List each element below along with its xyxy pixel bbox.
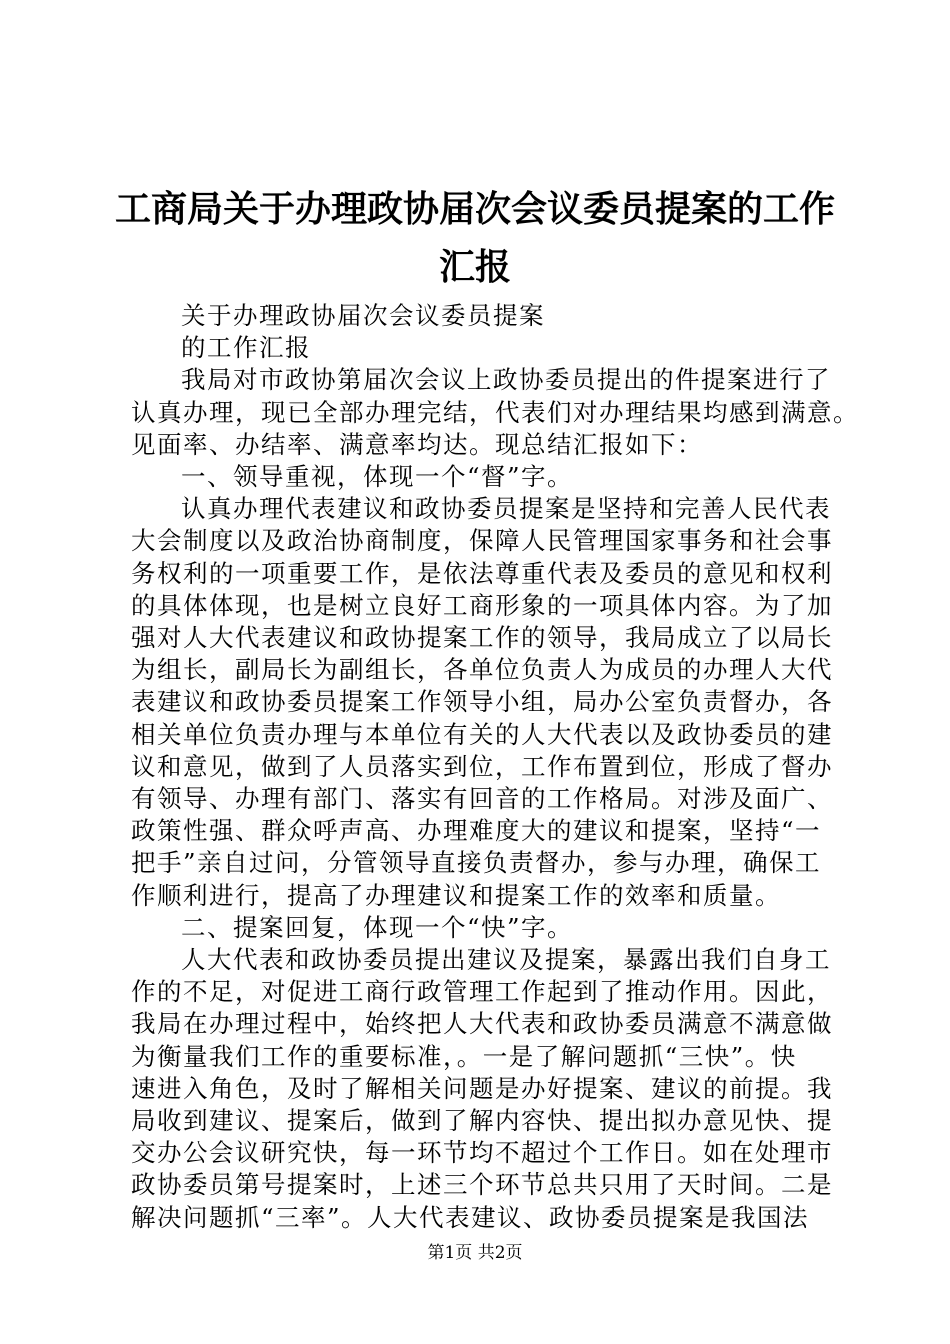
body-line: 的具体体现，也是树立良好工商形象的一项具体内容。为了加: [131, 590, 833, 620]
body-line: 强对人大代表建议和政协提案工作的领导，我局成立了以局长: [131, 623, 833, 653]
body-line: 为组长，副局长为副组长，各单位负责人为成员的办理人大代: [131, 655, 833, 685]
body-line: 认真办理代表建议和政协委员提案是坚持和完善人民代表: [181, 494, 831, 524]
body-line: 为衡量我们工作的重要标准，。一是了解问题抓“三快”。快: [131, 1041, 797, 1071]
body-line: 作顺利进行，提高了办理建议和提案工作的效率和质量。: [131, 880, 781, 910]
body-line: 有领导、办理有部门、落实有回音的工作格局。对涉及面广、: [131, 784, 833, 814]
body-line: 务权利的一项重要工作，是依法尊重代表及委员的意见和权利: [131, 558, 833, 588]
body-line: 局收到建议、提案后，做到了解内容快、提出拟办意见快、提: [131, 1106, 833, 1136]
body-line: 认真办理，现已全部办理完结，代表们对办理结果均感到满意。: [131, 397, 859, 427]
body-line: 作的不足，对促进工商行政管理工作起到了推动作用。因此，: [131, 977, 833, 1007]
page-footer: 第1页 共2页: [427, 1243, 523, 1263]
document-title-line-2: 汇报: [438, 247, 511, 288]
body-line: 人大代表和政协委员提出建议及提案，暴露出我们自身工: [181, 945, 831, 975]
document-body: [131, 300, 859, 1234]
document-title-line-1: 工商局关于办理政协届次会议委员提案的工作: [114, 189, 835, 230]
body-line: 速进入角色，及时了解相关问题是办好提案、建议的前提。我: [131, 1073, 833, 1103]
body-line: 交办公会议研究快，每一环节均不超过个工作日。如在处理市: [131, 1138, 833, 1168]
body-line: 见面率、办结率、满意率均达。现总结汇报如下：: [131, 429, 703, 459]
section-heading: 一、领导重视，体现一个“督”字。: [181, 462, 574, 492]
body-line: 的工作汇报: [181, 333, 311, 363]
body-line: 大会制度以及政治协商制度，保障人民管理国家事务和社会事: [131, 526, 833, 556]
body-line: 表建议和政协委员提案工作领导小组，局办公室负责督办，各: [131, 687, 833, 717]
body-line: 议和意见，做到了人员落实到位，工作布置到位，形成了督办: [131, 751, 833, 781]
body-line: 把手”亲自过问，分管领导直接负责督办，参与办理，确保工: [131, 848, 822, 878]
body-line: 我局在办理过程中，始终把人大代表和政协委员满意不满意做: [131, 1009, 833, 1039]
body-line: 关于办理政协届次会议委员提案: [181, 301, 545, 330]
body-line: 解决问题抓“三率”。人大代表建议、政协委员提案是我国法: [131, 1202, 810, 1232]
section-heading: 二、提案回复，体现一个“快”字。: [181, 912, 574, 942]
body-line: 相关单位负责办理与本单位有关的人大代表以及政协委员的建: [131, 719, 833, 749]
body-line: 政策性强、群众呼声高、办理难度大的建议和提案，坚持“一: [131, 816, 822, 846]
body-line: 政协委员第号提案时，上述三个环节总共只用了天时间。二是: [131, 1170, 833, 1200]
body-line: 我局对市政协第届次会议上政协委员提出的件提案进行了: [181, 365, 831, 395]
